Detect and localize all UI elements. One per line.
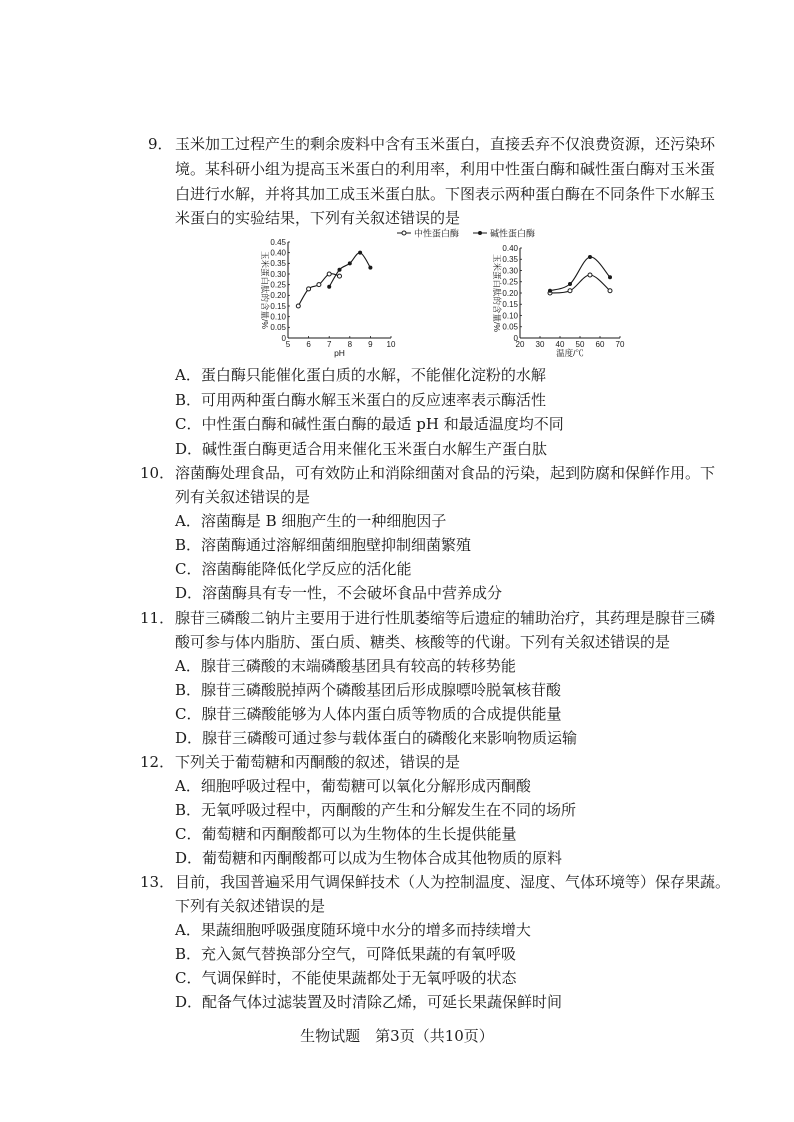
x-tick-label: 30 <box>535 340 545 349</box>
y-tick-label: 0.15 <box>502 300 518 310</box>
question-stem-line: 目前，我国普遍采用气调保鲜技术（人为控制温度、湿度、气体环境等）保存果蔬。 <box>175 873 731 891</box>
series-line <box>550 257 610 291</box>
data-point <box>348 261 352 265</box>
x-tick-label: 9 <box>368 340 373 349</box>
data-point <box>327 272 331 276</box>
data-point <box>327 285 331 289</box>
data-point <box>296 304 300 308</box>
x-tick-label: 40 <box>555 340 565 349</box>
data-point <box>338 268 342 272</box>
data-point <box>368 266 372 270</box>
series-line <box>550 275 610 293</box>
series-line <box>329 253 370 287</box>
y-tick-label: 0.30 <box>270 269 286 279</box>
y-axis-label: 玉米蛋白肽的含量/% <box>492 254 502 332</box>
legend-label-alkaline: 碱性蛋白酶 <box>490 228 536 239</box>
option-d: D．葡萄糖和丙酮酸都可以成为生物体合成其他物质的原料 <box>175 849 563 867</box>
x-axis-label: pH <box>334 348 345 358</box>
y-tick-label: 0.05 <box>502 322 518 332</box>
option-a: A．蛋白酶只能催化蛋白质的水解，不能催化淀粉的水解 <box>175 366 546 384</box>
data-point <box>317 283 321 287</box>
option-d: D．腺苷三磷酸可通过参与载体蛋白的磷酸化来影响物质运输 <box>175 729 578 747</box>
y-tick-label: 0.30 <box>502 266 518 276</box>
x-tick-label: 20 <box>515 340 525 349</box>
y-tick-label: 0.10 <box>270 312 286 322</box>
question-stem-line: 酸可参与体内脂肪、蛋白质、糖类、核酸等的代谢。下列有关叙述错误的是 <box>175 633 671 651</box>
option-b: B．无氧呼吸过程中，丙酮酸的产生和分解发生在不同的场所 <box>175 801 577 819</box>
option-d: D．配备气体过滤装置及时清除乙烯，可延长果蔬保鲜时间 <box>175 993 563 1011</box>
y-tick-label: 0.20 <box>270 291 286 301</box>
question-number: 13． <box>140 873 175 891</box>
temperature-chart <box>486 238 636 362</box>
option-a: A．果蔬细胞呼吸强度随环境中水分的增多而持续增大 <box>175 921 531 939</box>
x-tick-label: 70 <box>615 340 625 349</box>
data-point <box>338 274 342 278</box>
y-axis-label: 玉米蛋白肽的含量/% <box>260 251 270 329</box>
data-point <box>588 273 592 277</box>
question-number: 10． <box>140 464 175 482</box>
option-b: B．可用两种蛋白酶水解玉米蛋白的反应速率表示酶活性 <box>175 391 547 409</box>
y-tick-label: 0.10 <box>502 311 518 321</box>
option-a: A．细胞呼吸过程中，葡萄糖可以氧化分解形成丙酮酸 <box>175 777 531 795</box>
y-tick-label: 0.45 <box>270 237 286 247</box>
option-c: C．溶菌酶能降低化学反应的活化能 <box>175 560 412 578</box>
option-b: B．溶菌酶通过溶解细菌细胞壁抑制细菌繁殖 <box>175 536 472 554</box>
question-stem-line: 列有关叙述错误的是 <box>175 488 311 506</box>
x-tick-label: 10 <box>386 340 396 349</box>
data-point <box>568 289 572 293</box>
y-tick-label: 0.05 <box>270 323 286 333</box>
option-c: C．中性蛋白酶和碱性蛋白酶的最适 pH 和最适温度均不同 <box>175 415 564 433</box>
data-point <box>358 251 362 255</box>
question-number: 11． <box>140 609 175 627</box>
x-tick-label: 6 <box>306 340 311 349</box>
x-axis-label: 温度/℃ <box>556 348 584 358</box>
option-d: D．碱性蛋白酶更适合用来催化玉米蛋白水解生产蛋白肽 <box>175 440 548 458</box>
y-tick-label: 0.40 <box>502 243 518 253</box>
option-c: C．腺苷三磷酸能够为人体内蛋白质等物质的合成提供能量 <box>175 705 562 723</box>
question-stem-line: 腺苷三磷酸二钠片主要用于进行性肌萎缩等后遗症的辅助治疗，其药理是腺苷三磷 <box>175 609 716 627</box>
question-stem-line: 白进行水解，并将其加工成玉米蛋白肽。下图表示两种蛋白酶在不同条件下水解玉 <box>175 185 716 203</box>
x-tick-label: 5 <box>285 340 291 349</box>
legend-marker-neutral <box>402 231 406 235</box>
question-stem-line: 下列关于葡萄糖和丙酮酸的叙述，错误的是 <box>175 753 461 771</box>
y-tick-label: 0.35 <box>502 255 518 265</box>
y-tick-label: 0.25 <box>270 280 286 290</box>
option-a: A．腺苷三磷酸的末端磷酸基团具有较高的转移势能 <box>175 657 516 675</box>
option-a: A．溶菌酶是 B 细胞产生的一种细胞因子 <box>175 512 447 530</box>
option-c: C．气调保鲜时，不能使果蔬都处于无氧呼吸的状态 <box>175 969 517 987</box>
question-number: 9． <box>148 135 173 153</box>
option-b: B．腺苷三磷酸脱掉两个磷酸基团后形成腺嘌呤脱氧核苷酸 <box>175 681 562 699</box>
legend-marker-alkaline <box>478 231 482 235</box>
y-tick-label: 0 <box>513 333 518 343</box>
x-tick-label: 60 <box>595 340 605 349</box>
data-point <box>568 282 572 286</box>
y-tick-label: 0.40 <box>270 248 286 258</box>
question-stem-line: 下列有关叙述错误的是 <box>175 897 326 915</box>
data-point <box>307 287 311 291</box>
x-tick-label: 7 <box>326 340 332 349</box>
y-tick-label: 0.35 <box>270 259 286 269</box>
data-point <box>608 275 612 279</box>
question-stem-line: 溶菌酶处理食品，可有效防止和消除细菌对食品的污染，起到防腐和保鲜作用。下 <box>175 464 716 482</box>
question-stem-line: 米蛋白的实验结果，下列有关叙述错误的是 <box>175 209 461 227</box>
x-tick-label: 50 <box>575 340 585 349</box>
legend-label-neutral: 中性蛋白酶 <box>414 228 460 239</box>
page-footer: 生物试题 第3页（共10页） <box>300 1027 494 1045</box>
data-point <box>548 289 552 293</box>
option-b: B．充入氮气替换部分空气，可降低果蔬的有氧呼吸 <box>175 945 517 963</box>
y-tick-label: 0 <box>281 333 286 343</box>
y-tick-label: 0.15 <box>270 301 286 311</box>
data-point <box>608 289 612 293</box>
question-number: 12． <box>140 753 175 771</box>
option-d: D．溶菌酶具有专一性，不会破坏食品中营养成分 <box>175 584 503 602</box>
question-stem-line: 玉米加工过程产生的剩余废料中含有玉米蛋白，直接丢弃不仅浪费资源，还污染环 <box>175 135 716 153</box>
question-stem-line: 境。某科研小组为提高玉米蛋白的利用率，利用中性蛋白酶和碱性蛋白酶对玉米蛋 <box>175 160 716 178</box>
ph-chart <box>255 228 415 360</box>
option-c: C．葡萄糖和丙酮酸都可以为生物体的生长提供能量 <box>175 825 517 843</box>
y-tick-label: 0.20 <box>502 288 518 298</box>
data-point <box>588 255 592 259</box>
y-tick-label: 0.25 <box>502 277 518 287</box>
x-tick-label: 8 <box>347 340 353 349</box>
